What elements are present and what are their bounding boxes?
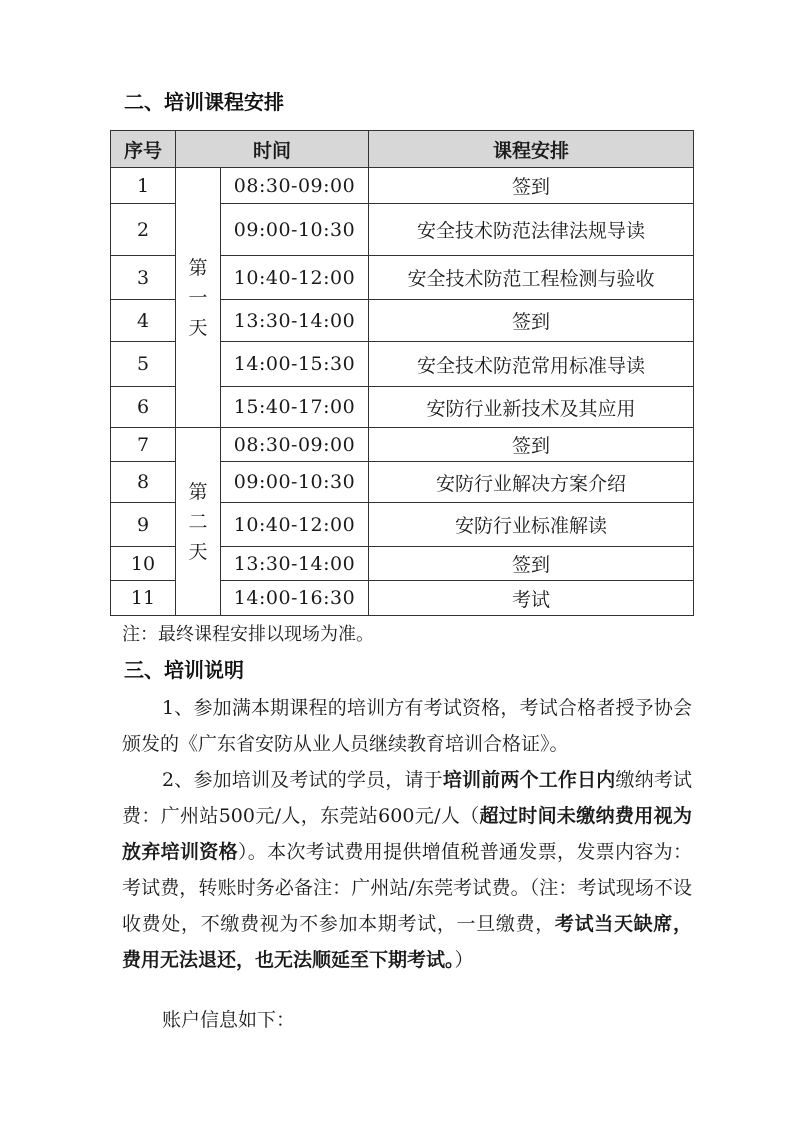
paragraph-text: 2、参加培训及考试的学员，请于 (162, 769, 443, 791)
day-label-char: 第 (188, 480, 208, 503)
row-number: 3 (111, 256, 176, 300)
row-number: 10 (111, 547, 176, 581)
time-slot: 13:30-14:00 (221, 547, 369, 581)
table-header-row (111, 131, 694, 168)
time-slot: 13:30-14:00 (221, 300, 369, 342)
course-name: 签到 (369, 547, 694, 581)
course-name: 安全技术防范常用标准导读 (369, 342, 694, 387)
row-number: 6 (111, 387, 176, 428)
course-name: 安防行业标准解读 (369, 503, 694, 547)
course-name: 安防行业解决方案介绍 (369, 462, 694, 503)
time-slot: 15:40-17:00 (221, 387, 369, 428)
day-label-char: 天 (188, 540, 208, 563)
paragraph-text: ）。本次考试费用提供增值税普通发票，发票内容为：考试费，转账时务必备注：广州站/东莞考试费。（注：考试现场不设收费处，不缴费视为不参加本期考试，一旦缴费， (122, 841, 692, 935)
course-name: 考试 (369, 581, 694, 616)
course-name: 安全技术防范工程检测与验收 (369, 256, 694, 300)
paragraph-exam-fee (122, 762, 692, 978)
course-name: 签到 (369, 168, 694, 204)
header-course: 课程安排 (369, 131, 694, 168)
schedule-note: 注：最终课程安排以现场为准。 (122, 624, 374, 645)
time-slot: 14:00-16:30 (221, 581, 369, 616)
time-slot: 08:30-09:00 (221, 168, 369, 204)
time-slot: 10:40-12:00 (221, 256, 369, 300)
course-name: 安防行业新技术及其应用 (369, 387, 694, 428)
row-number: 5 (111, 342, 176, 387)
course-schedule-table (110, 130, 694, 616)
paragraph-text: ） (454, 949, 474, 971)
section-heading-course-schedule: 二、培训课程安排 (124, 90, 284, 114)
time-slot: 14:00-15:30 (221, 342, 369, 387)
emphasis-deadline: 培训前两个工作日内 (442, 769, 616, 791)
row-number: 8 (111, 462, 176, 503)
paragraph-text: 缴纳考试费：广州站500元/人，东莞站600元/人（ (122, 769, 692, 827)
paragraph-account-info (122, 1002, 692, 1038)
paragraph-text: 账户信息如下： (162, 1009, 296, 1031)
day-label (176, 428, 221, 616)
section-heading-training-notes: 三、培训说明 (124, 658, 244, 682)
row-number: 2 (111, 204, 176, 256)
time-slot: 09:00-10:30 (221, 462, 369, 503)
row-number: 4 (111, 300, 176, 342)
day-label-char: 天 (188, 316, 208, 339)
course-name: 签到 (369, 300, 694, 342)
course-name: 安全技术防范法律法规导读 (369, 204, 694, 256)
table-row (111, 168, 694, 204)
day-label (176, 168, 221, 428)
row-number: 9 (111, 503, 176, 547)
day-label-char: 二 (188, 510, 208, 533)
day-label-char: 第 (188, 256, 208, 279)
emphasis-forfeit: 超过时间未缴纳费用视为放弃培训资格 (122, 805, 692, 863)
time-slot: 09:00-10:30 (221, 204, 369, 256)
paragraph-exam-eligibility (122, 690, 692, 762)
time-slot: 10:40-12:00 (221, 503, 369, 547)
header-no: 序号 (111, 131, 176, 168)
row-number: 1 (111, 168, 176, 204)
day-label-char: 一 (188, 286, 208, 309)
time-slot: 08:30-09:00 (221, 428, 369, 462)
course-name: 签到 (369, 428, 694, 462)
emphasis-no-refund: 考试当天缺席，费用无法退还，也无法顺延至下期考试。 (122, 913, 692, 971)
paragraph-text: 1、参加满本期课程的培训方有考试资格，考试合格者授予协会颁发的《广东省安防从业人员继续教育培训合格证》。 (122, 697, 692, 755)
row-number: 11 (111, 581, 176, 616)
header-time: 时间 (176, 131, 369, 168)
row-number: 7 (111, 428, 176, 462)
table-row (111, 428, 694, 462)
